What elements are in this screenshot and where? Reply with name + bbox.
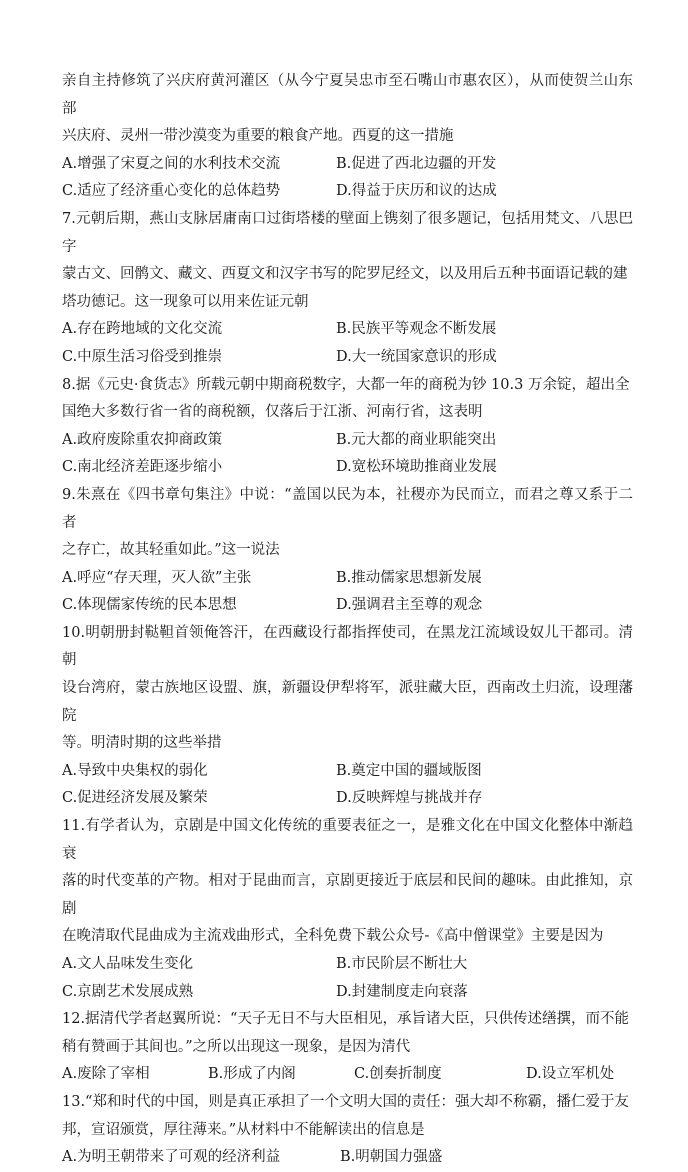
question-12-stem-line-2: 稍有赞画于其间也。”之所以出现这一现象，是因为清代 [62,1038,411,1055]
question-9 [62,482,633,620]
question-11-stem-line-1: 11.有学者认为，京剧是中国文化传统的重要表征之一，是雅文化在中国文化整体中渐趋衰 [62,818,633,862]
option-b: B.明朝国力强盛 [340,1149,443,1166]
question-11-options [62,951,633,1006]
option-d: D.宽松环境助推商业发展 [336,459,497,476]
question-13-stem-line-1: 13.“郑和时代的中国，则是真正承担了一个文明大国的责任：强大却不称霸，播仁爱于友 [62,1093,629,1110]
option-b: B.形成了内阁 [208,1066,296,1083]
option-c: C.促进经济发展及繁荣 [62,790,208,807]
question-6 [62,68,633,206]
question-10-stem-line-3: 等。明清时期的这些举措 [62,735,222,752]
question-13-stem-line-2: 邦，宣诏颁赏，厚往薄来。”从材料中不能解读出的信息是 [62,1121,425,1138]
option-b: B.民族平等观念不断发展 [336,321,497,338]
option-d: D.设立军机处 [526,1066,615,1083]
question-9-stem-line-1: 9.朱熹在《四书章句集注》中说：“盖国以民为本，社稷亦为民而立，而君之尊又系于二者 [62,486,633,531]
option-d: D.反映辉煌与挑战并存 [336,790,483,807]
option-c: C.体现儒家传统的民本思想 [62,597,237,614]
question-7-stem-line-2: 蒙古文、回鹘文、藏文、西夏文和汉字书写的陀罗尼经文，以及用后五种书面语记载的建 [62,266,628,283]
option-a: A.政府废除重农抑商政策 [62,431,223,448]
option-d: D.封建制度走向衰落 [336,983,468,1000]
option-a: A.废除了宰相 [62,1066,150,1083]
option-d: D.得益于庆历和议的达成 [336,183,497,200]
question-8-stem-line-1: 8.据《元史·食货志》所载元朝中期商税数字，大都一年的商税为钞 10.3 万余锭，超出全 [62,376,630,393]
question-12-options [62,1061,633,1089]
question-10-stem-line-1: 10.明朝册封鞑靼首领俺答汗，在西藏设行都指挥使司，在黑龙江流域设奴儿干都司。清朝 [62,624,633,669]
option-a: A.增强了宋夏之间的水利技术交流 [62,155,281,172]
option-b: B.奠定中国的疆域版图 [336,762,482,779]
question-13-options [62,1144,633,1172]
option-b: B.元大都的商业职能突出 [336,431,497,448]
option-b: B.推动儒家思想新发展 [336,569,482,586]
question-10 [62,620,633,813]
question-11-stem-line-3: 在晚清取代昆曲成为主流戏曲形式，全科免费下载公众号-《高中僧课堂》主要是因为 [62,928,604,945]
option-b: B.市民阶层不断壮大 [336,956,468,972]
question-11-stem-line-2: 落的时代变革的产物。相对于昆曲而言，京剧更接近于底层和民间的趣味。由此推知，京剧 [62,873,633,917]
question-6-stem-line-1: 亲自主持修筑了兴庆府黄河灌区（从今宁夏吴忠市至石嘴山市惠农区），从而使贺兰山东部 [62,73,633,117]
option-b: B.促进了西北边疆的开发 [336,155,497,172]
question-7-stem-line-1: 7.元朝后期，燕山支脉居庸南口过街塔楼的壁面上镌刻了很多题记，包括用梵文、八思巴字 [62,210,633,255]
option-a: A.存在跨地域的文化交流 [62,321,223,338]
option-d: D.大一统国家意识的形成 [336,348,497,365]
question-9-stem-line-2: 之存亡，故其轻重如此。”这一说法 [62,542,280,559]
question-12-stem-line-1: 12.据清代学者赵翼所说：“天子无日不与大臣相见，承旨诸大臣，只供传述缮撰，而不能 [62,1011,629,1028]
option-c: C.南北经济差距逐步缩小 [62,459,223,476]
question-6-stem-line-2: 兴庆府、灵州一带沙漠变为重要的粮食产地。西夏的这一措施 [62,128,454,145]
question-8 [62,372,633,482]
option-d: D.强调君主至尊的观念 [336,597,483,614]
question-7-stem-line-3: 塔功德记。这一现象可以用来佐证元朝 [62,293,309,310]
question-7-options [62,316,633,371]
question-10-options [62,758,633,813]
option-a: A.文人品味发生变化 [62,956,194,972]
option-c: C.创奏折制度 [354,1066,442,1083]
question-8-options [62,427,633,482]
question-13 [62,1089,633,1172]
option-c: C.京剧艺术发展成熟 [62,983,194,1000]
question-7 [62,206,633,372]
question-10-stem-line-2: 设台湾府，蒙古族地区设盟、旗，新疆设伊犁将军，派驻藏大臣，西南改土归流，设理藩院 [62,680,633,724]
option-a: A.导致中央集权的弱化 [62,762,208,779]
option-c: C.适应了经济重心变化的总体趋势 [62,183,281,200]
question-12 [62,1006,633,1089]
option-a: A.为明王朝带来了可观的经济利益 [62,1149,281,1166]
option-c: C.中原生活习俗受到推崇 [62,348,223,365]
question-9-options [62,565,633,620]
question-8-stem-line-2: 国绝大多数行省一省的商税额，仅落后于江浙、河南行省，这表明 [62,404,483,421]
question-11 [62,813,633,1006]
option-a: A.呼应“存天理，灭人欲”主张 [62,569,252,586]
question-6-options [62,151,633,206]
